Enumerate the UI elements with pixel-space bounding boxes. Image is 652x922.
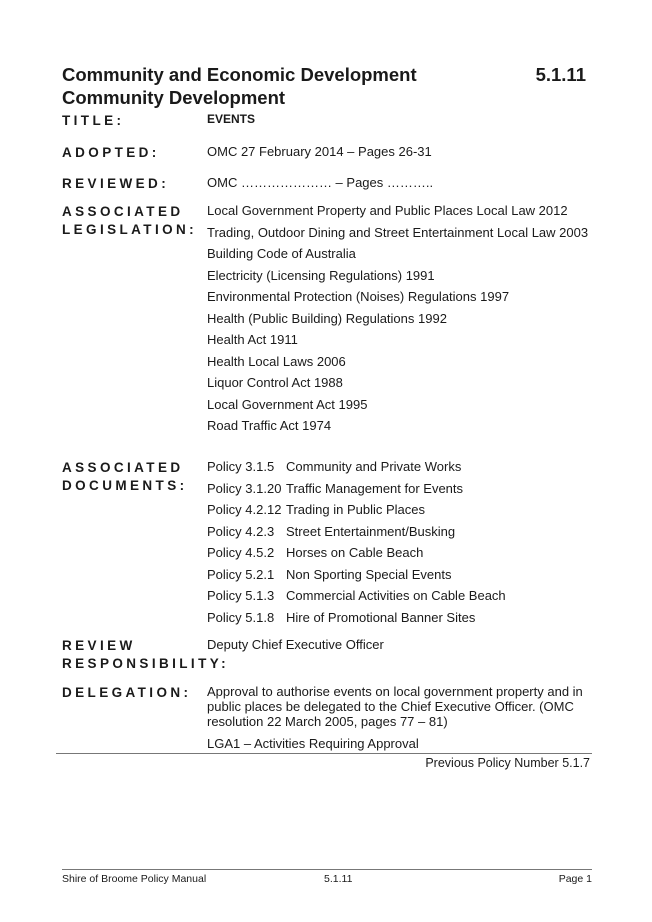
previous-policy-number: Previous Policy Number 5.1.7: [425, 756, 590, 770]
delegation-label: DELEGATION:: [62, 685, 192, 700]
document-item: [207, 481, 592, 496]
legislation-item: Health Act 1911: [207, 332, 298, 347]
review-label-line2: RESPONSIBILITY:: [62, 656, 230, 671]
footer-policy-number: 5.1.11: [324, 873, 353, 885]
document-code: Policy 4.2.12: [207, 502, 282, 517]
reviewed-value: OMC ………………… – Pages ………..: [207, 175, 434, 190]
section-divider: [56, 753, 592, 754]
document-name: Hire of Promotional Banner Sites: [286, 609, 476, 625]
document-name: Non Sporting Special Events: [286, 566, 452, 582]
footer-manual-name: Shire of Broome Policy Manual: [62, 873, 207, 885]
documents-label-line1: ASSOCIATED: [62, 460, 184, 475]
title-value: EVENTS: [207, 112, 256, 126]
documents-label: [62, 459, 202, 495]
document-item: [207, 567, 592, 582]
document-item: [207, 502, 592, 517]
legislation-label-line1: ASSOCIATED: [62, 204, 184, 219]
document-name: Trading in Public Places: [286, 502, 425, 517]
legislation-item: Local Government Act 1995: [207, 396, 368, 412]
document-code: Policy 4.5.2: [207, 545, 275, 560]
legislation-item: Building Code of Australia: [207, 246, 356, 261]
documents-list: [207, 459, 592, 631]
review-label-line1: REVIEW: [62, 638, 136, 653]
document-code: Policy 5.1.8: [207, 609, 275, 625]
policy-number: 5.1.11: [535, 64, 586, 85]
delegation-content: [207, 684, 592, 757]
page-header: [62, 63, 586, 109]
documents-label-line2: DOCUMENTS:: [62, 478, 188, 493]
reviewed-label: REVIEWED:: [62, 176, 170, 191]
document-item: [207, 610, 592, 625]
footer-divider: [62, 869, 592, 870]
document-item: [207, 588, 592, 603]
department-title: Community and Economic Development: [62, 64, 417, 85]
document-name: Commercial Activities on Cable Beach: [286, 588, 506, 603]
document-name: Street Entertainment/Busking: [286, 523, 456, 539]
document-name: Community and Private Works: [286, 459, 462, 474]
document-code: Policy 5.1.3: [207, 588, 275, 603]
legislation-item: Trading, Outdoor Dining and Street Entertainment Local Law 2003: [207, 224, 589, 240]
legislation-item: Road Traffic Act 1974: [207, 418, 332, 433]
adopted-value: OMC 27 February 2014 – Pages 26-31: [207, 144, 432, 159]
adopted-label: ADOPTED:: [62, 145, 160, 160]
title-label: TITLE:: [62, 113, 125, 128]
footer-page-number: Page 1: [558, 873, 592, 885]
page-footer: [62, 873, 592, 885]
delegation-paragraph: Approval to authorise events on local government property and in public places be delegated to the Chief Executive Officer. (OMC resolution 22 March 2005, pages 77 – 81): [207, 684, 583, 729]
document-code: Policy 3.1.20: [207, 480, 282, 496]
review-responsibility-value: Deputy Chief Executive Officer: [207, 637, 384, 652]
review-responsibility-label: [62, 637, 230, 673]
legislation-item: Electricity (Licensing Regulations) 1991: [207, 267, 435, 283]
legislation-item: Environmental Protection (Noises) Regulations 1997: [207, 289, 510, 304]
document-item: [207, 545, 592, 560]
document-code: Policy 5.2.1: [207, 566, 275, 582]
legislation-item: Local Government Property and Public Places Local Law 2012: [207, 203, 568, 218]
legislation-label-line2: LEGISLATION:: [62, 222, 198, 237]
legislation-item: Health Local Laws 2006: [207, 353, 346, 369]
legislation-list: [207, 203, 592, 440]
document-name: Horses on Cable Beach: [286, 545, 424, 560]
document-code: Policy 4.2.3: [207, 523, 275, 539]
legislation-item: Liquor Control Act 1988: [207, 375, 343, 390]
legislation-label: [62, 203, 202, 239]
document-code: Policy 3.1.5: [207, 459, 275, 474]
delegation-item: LGA1 – Activities Requiring Approval: [207, 735, 419, 751]
document-item: [207, 524, 592, 539]
legislation-item: Health (Public Building) Regulations 1992: [207, 310, 447, 326]
section-title: Community Development: [62, 87, 286, 108]
document-name: Traffic Management for Events: [286, 480, 464, 496]
document-item: [207, 459, 592, 474]
